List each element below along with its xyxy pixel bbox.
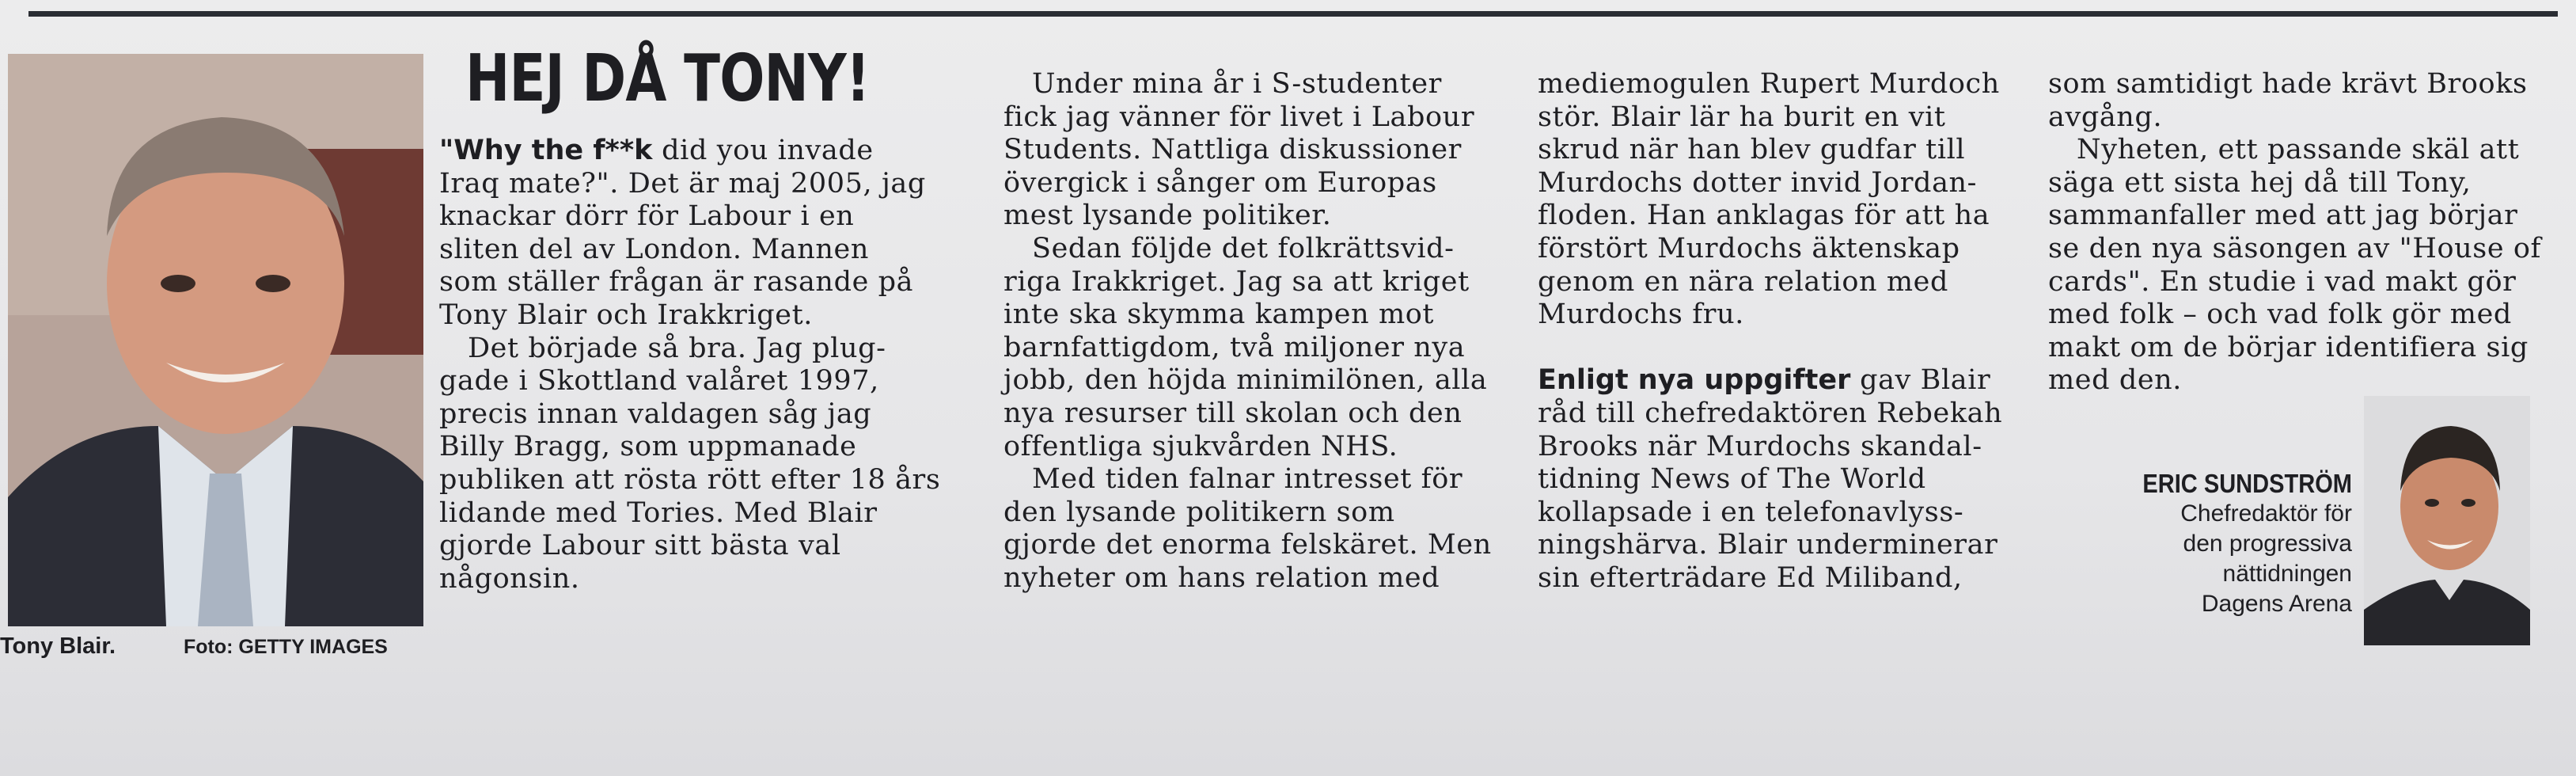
text-line: cards". En studie i vad makt gör bbox=[2048, 265, 2517, 298]
text-line: nyheter om hans relation med bbox=[1003, 561, 1440, 594]
author-name: ERIC SUNDSTRÖM bbox=[2142, 469, 2352, 498]
text-line: Enligt nya uppgifter gav Blair bbox=[1538, 364, 1991, 397]
text-line: Billy Bragg, som uppmanade bbox=[439, 431, 857, 463]
text-line: "Why the f**k did you invade bbox=[439, 135, 874, 166]
text-line: mest lysande politiker. bbox=[1003, 200, 1332, 232]
text-line: sammanfaller med att jag börjar bbox=[2048, 200, 2518, 232]
author-title-line: Chefredaktör för bbox=[2180, 500, 2352, 527]
text-line: inte ska skymma kampen mot bbox=[1003, 299, 1435, 331]
text-line: fick jag vänner för livet i Labour bbox=[1003, 101, 1475, 133]
text-line: riga Irakkriget. Jag sa att kriget bbox=[1003, 265, 1470, 298]
top-rule bbox=[28, 11, 2558, 17]
text-line: se den nya säsongen av "House of bbox=[2048, 232, 2542, 264]
text-line: sliten del av London. Mannen bbox=[439, 233, 869, 265]
article-column-4 bbox=[2048, 68, 2541, 398]
text-line: Sedan följde det folkrättsvid- bbox=[1032, 232, 1455, 264]
text-line: Iraq mate?". Det är maj 2005, jag bbox=[439, 167, 926, 200]
photo-caption-name: Tony Blair. bbox=[0, 633, 116, 659]
text-line: barnfattigdom, två miljoner nya bbox=[1003, 331, 1466, 363]
text-line: gjorde det enorma felskäret. Men bbox=[1003, 529, 1492, 561]
text-line: någonsin. bbox=[439, 562, 580, 595]
text-line: Tony Blair och Irakkriget. bbox=[439, 299, 813, 331]
text-line: den lysande politikern som bbox=[1003, 496, 1395, 528]
text-line: floden. Han anklagas för att ha bbox=[1538, 200, 1990, 232]
text-line: skrud när han blev gudfar till bbox=[1538, 134, 1966, 166]
text-line: publiken att rösta rött efter 18 års bbox=[439, 463, 941, 496]
lead-in: Enligt nya uppgifter bbox=[1538, 364, 1851, 397]
article-column-1 bbox=[439, 135, 940, 595]
text-line: offentliga sjukvården NHS. bbox=[1003, 430, 1398, 462]
photo-credit: Foto: GETTY IMAGES bbox=[184, 636, 388, 658]
tony-blair-photo bbox=[8, 54, 423, 626]
text-line: Nyheten, ett passande skäl att bbox=[2077, 134, 2520, 166]
text-line: Under mina år i S-studenter bbox=[1032, 68, 1442, 100]
text-line: Murdochs fru. bbox=[1538, 299, 1744, 331]
author-title-line: Dagens Arena bbox=[2201, 591, 2352, 617]
text-line: med den. bbox=[2048, 364, 2183, 397]
text-line: Det började så bra. Jag plug- bbox=[468, 332, 886, 364]
text-line: Students. Nattliga diskussioner bbox=[1003, 134, 1463, 166]
text-line: avgång. bbox=[2048, 101, 2163, 133]
article-column-3 bbox=[1538, 68, 2002, 595]
text-line: makt om de börjar identifiera sig bbox=[2048, 331, 2529, 363]
text-line: Brooks när Murdochs skandal- bbox=[1538, 430, 1982, 462]
text-line: Med tiden falnar intresset för bbox=[1032, 463, 1463, 496]
text-line: kollapsade i en telefonavlyss- bbox=[1538, 496, 1964, 528]
text-line: sin efterträdare Ed Miliband, bbox=[1538, 561, 1963, 594]
article-column-2 bbox=[1003, 68, 1492, 595]
text-line: ningshärva. Blair underminerar bbox=[1538, 529, 1998, 561]
author-photo bbox=[2364, 396, 2530, 645]
author-title-line: nättidningen bbox=[2222, 561, 2352, 587]
author-title-line: den progressiva bbox=[2183, 531, 2352, 557]
text-line: mediemogulen Rupert Murdoch bbox=[1538, 68, 2000, 100]
text-line: med folk – och vad folk gör med bbox=[2048, 299, 2512, 331]
text-line: precis innan valdagen såg jag bbox=[439, 398, 872, 430]
author-byline bbox=[2026, 469, 2352, 619]
text-line: övergick i sånger om Europas bbox=[1003, 166, 1437, 199]
text-line bbox=[1538, 332, 2002, 365]
text-line: stör. Blair lär ha burit en vit bbox=[1538, 101, 1946, 133]
text-line: lidande med Tories. Med Blair bbox=[439, 496, 878, 529]
text-line: nya resurser till skolan och den bbox=[1003, 397, 1463, 429]
lead-in: "Why the f**k bbox=[439, 135, 653, 166]
text-line: tidning News of The World bbox=[1538, 463, 1926, 496]
text-line: gade i Skottland valåret 1997, bbox=[439, 365, 879, 398]
text-line: genom en nära relation med bbox=[1538, 265, 1948, 298]
text-line: säga ett sista hej då till Tony, bbox=[2048, 166, 2472, 199]
text-line: som ställer frågan är rasande på bbox=[439, 266, 914, 299]
text-line: som samtidigt hade krävt Brooks bbox=[2048, 68, 2528, 100]
text-line: Murdochs dotter invid Jordan- bbox=[1538, 166, 1978, 199]
text-line: gjorde Labour sitt bästa val bbox=[439, 530, 841, 562]
text-line: knackar dörr för Labour i en bbox=[439, 200, 855, 233]
text-line: jobb, den höjda minimilönen, alla bbox=[1003, 364, 1488, 397]
text-line: förstört Murdochs äktenskap bbox=[1538, 232, 1960, 264]
headline: HEJ DÅ TONY! bbox=[465, 41, 870, 116]
text-line: råd till chefredaktören Rebekah bbox=[1538, 397, 2003, 429]
